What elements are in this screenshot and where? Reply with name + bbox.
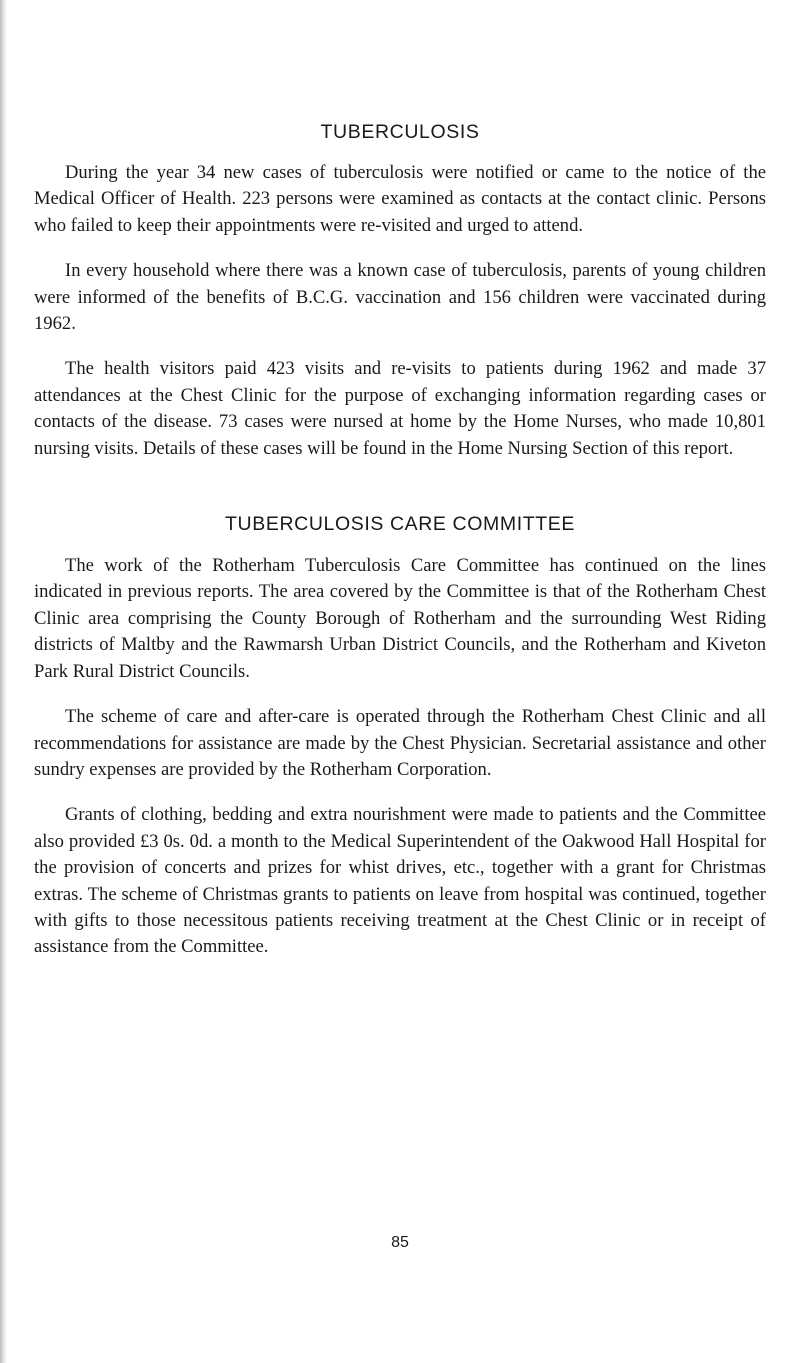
paragraph-grants: Grants of clothing, bedding and extra nourishment were made to patients and the Committee also provided £3 0s. 0d. a month to the Medical Superintendent of the Oakwood Hall Hospital for the provision of concerts and prizes for whist drives, etc., together with a grant for Christmas extras. The scheme of Christmas grants to patients on leave from hospital was continued, together with gifts to those necessitous patients receiving treatment at the Chest Clinic or in receipt of assistance from the Committee. — [34, 804, 766, 958]
paragraph-new-cases: During the year 34 new cases of tuberculosis were notified or came to the notice of the Medical Officer of Health. 223 persons were examined as contacts at the contact clinic. Persons who failed to keep their appointments were re-visited and urged to attend. — [34, 162, 766, 236]
section-title-tuberculosis: TUBERCULOSIS — [320, 121, 480, 143]
section-title-care-committee: TUBERCULOSIS CARE COMMITTEE — [225, 513, 575, 536]
page-number: 85 — [391, 1234, 409, 1251]
paragraph-bcg-vaccination: In every household where there was a known case of tuberculosis, parents of young children were informed of the benefits of B.C.G. vaccination and 156 children were vaccinated during 1962. — [34, 260, 766, 335]
paragraph-health-visitors: The health visitors paid 423 visits and re-visits to patients during 1962 and made 37 attendances at the Chest Clinic for the purpose of exchanging information regarding cases or contacts of the disease. 73 cases were nursed at home by the Home Nurses, who made 10,801 nursing visits. Details of these cases will be found in the Home Nursing Section of this report. — [34, 358, 766, 459]
paragraph-care-scheme: The scheme of care and after-care is operated through the Rotherham Chest Clinic and all recommendations for assistance are made by the Chest Physician. Secretarial assistance and other sundry expenses are provided by the Rotherham Corporation. — [34, 706, 766, 780]
page-binding-edge — [0, 0, 7, 1363]
document-page — [34, 118, 766, 961]
paragraph-committee-work: The work of the Rotherham Tuberculosis Care Committee has continued on the lines indicated in previous reports. The area covered by the Committee is that of the Rotherham Chest Clinic area comprising the County Borough of Rotherham and the surrounding West Riding districts of Maltby and the Rawmarsh Urban District Councils, and the Rotherham and Kiveton Park Rural District Councils. — [34, 555, 766, 682]
